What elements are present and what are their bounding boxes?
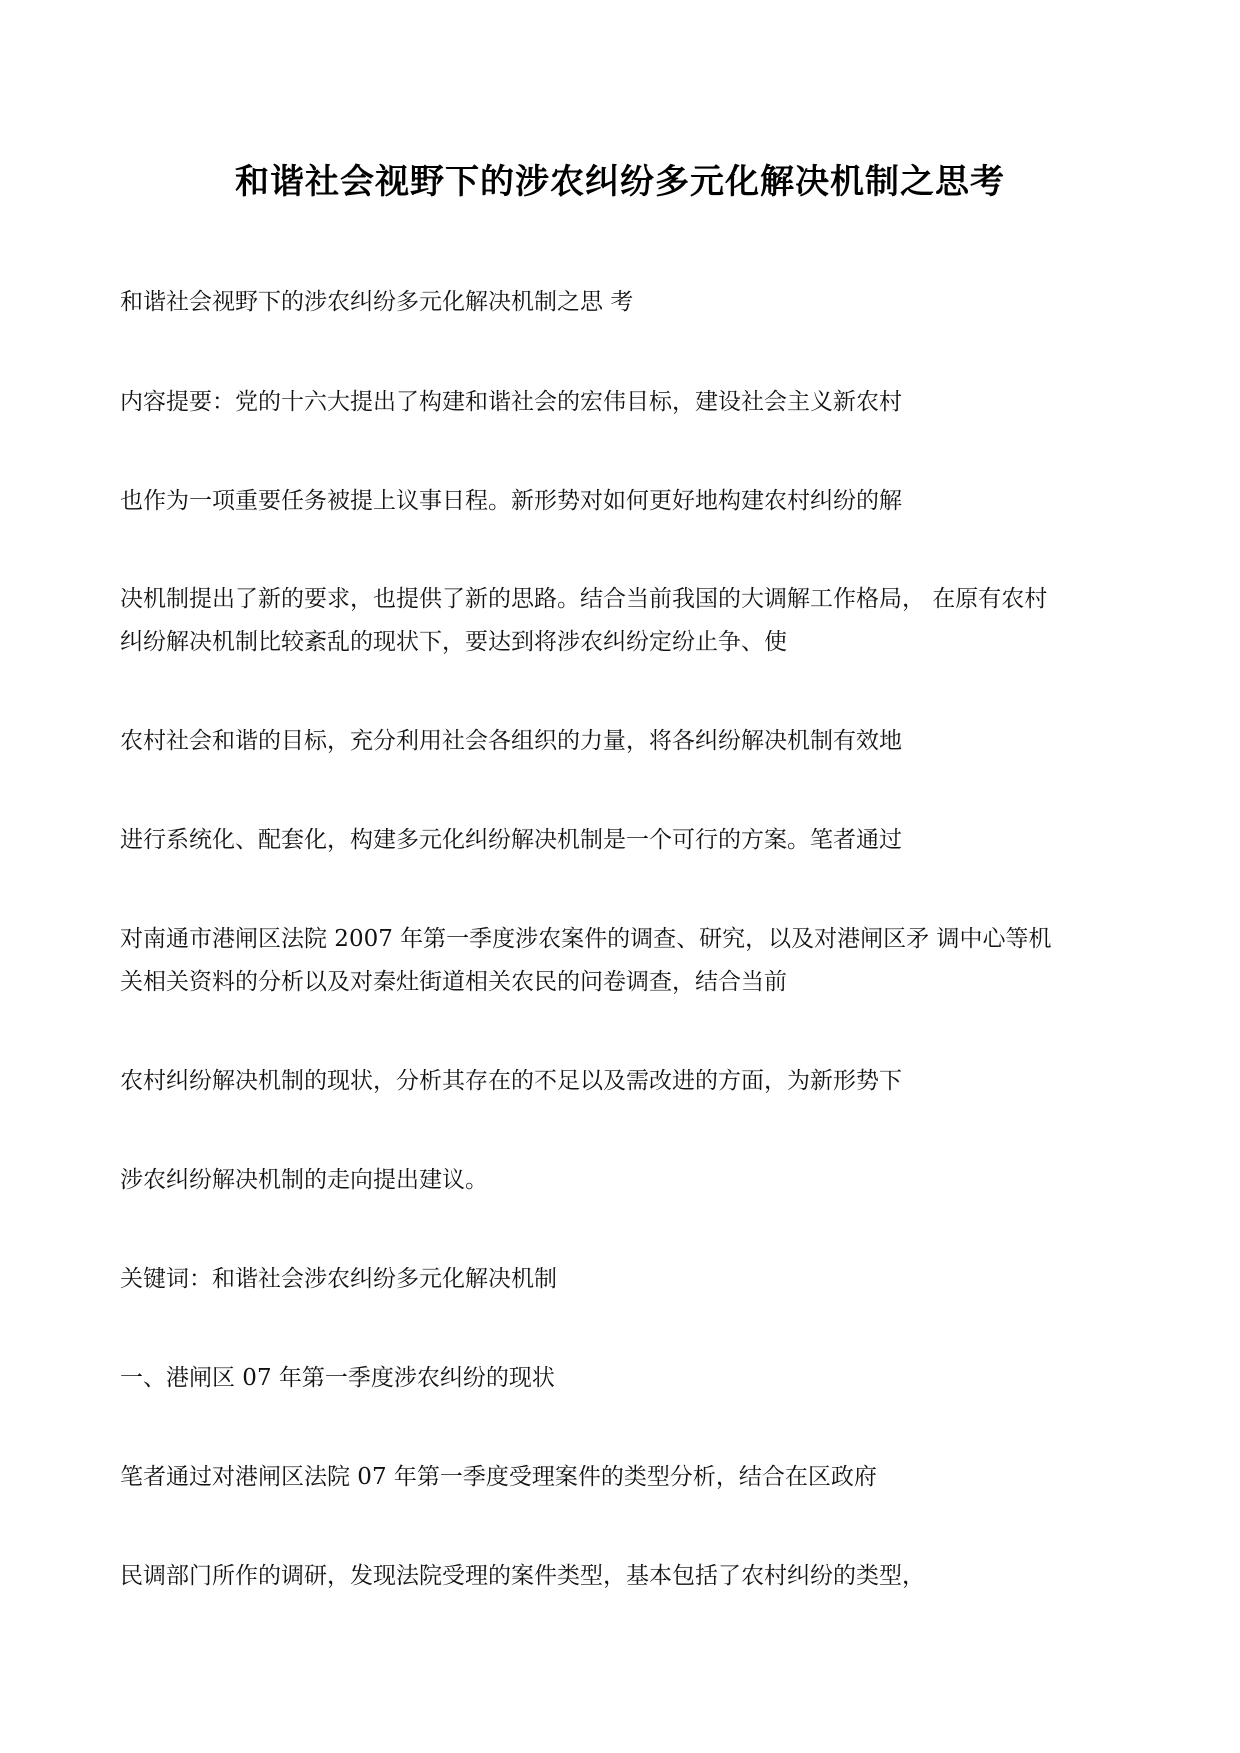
paragraph-line: 笔者通过对港闸区法院 07 年第一季度受理案件的类型分析，结合在区政府: [120, 1464, 877, 1490]
document-title: 和谐社会视野下的涉农纠纷多元化解决机制之思考: [235, 162, 1005, 202]
paragraph-line: 对南通市港闸区法院 2007 年第一季度涉农案件的调查、研究，以及对港闸区矛 调中心等机: [120, 926, 1052, 952]
paragraph-line: 和谐社会视野下的涉农纠纷多元化解决机制之思 考: [120, 289, 634, 315]
paragraph-line: 也作为一项重要任务被提上议事日程。新形势对如何更好地构建农村纠纷的解: [120, 488, 902, 514]
paragraph-line: 关相关资料的分析以及对秦灶街道相关农民的问卷调查，结合当前: [120, 969, 787, 995]
paragraph-line: 农村纠纷解决机制的现状，分析其存在的不足以及需改进的方面，为新形势下: [120, 1068, 902, 1094]
paragraph-line: 进行系统化、配套化，构建多元化纠纷解决机制是一个可行的方案。笔者通过: [120, 827, 902, 853]
paragraph-line: 农村社会和谐的目标，充分利用社会各组织的力量，将各纠纷解决机制有效地: [120, 728, 902, 754]
paragraph-line: 纠纷解决机制比较紊乱的现状下，要达到将涉农纠纷定纷止争、使: [120, 629, 787, 655]
keywords-line: 关键词：和谐社会涉农纠纷多元化解决机制: [120, 1266, 557, 1292]
section-heading: 一、港闸区 07 年第一季度涉农纠纷的现状: [120, 1365, 555, 1391]
paragraph-line: 涉农纠纷解决机制的走向提出建议。: [120, 1167, 488, 1193]
paragraph-line: 决机制提出了新的要求，也提供了新的思路。结合当前我国的大调解工作格局， 在原有农村: [120, 586, 1048, 612]
paragraph-line: 内容提要：党的十六大提出了构建和谐社会的宏伟目标，建设社会主义新农村: [120, 389, 902, 415]
paragraph-line: 民调部门所作的调研，发现法院受理的案件类型，基本包括了农村纠纷的类型，: [120, 1563, 925, 1589]
